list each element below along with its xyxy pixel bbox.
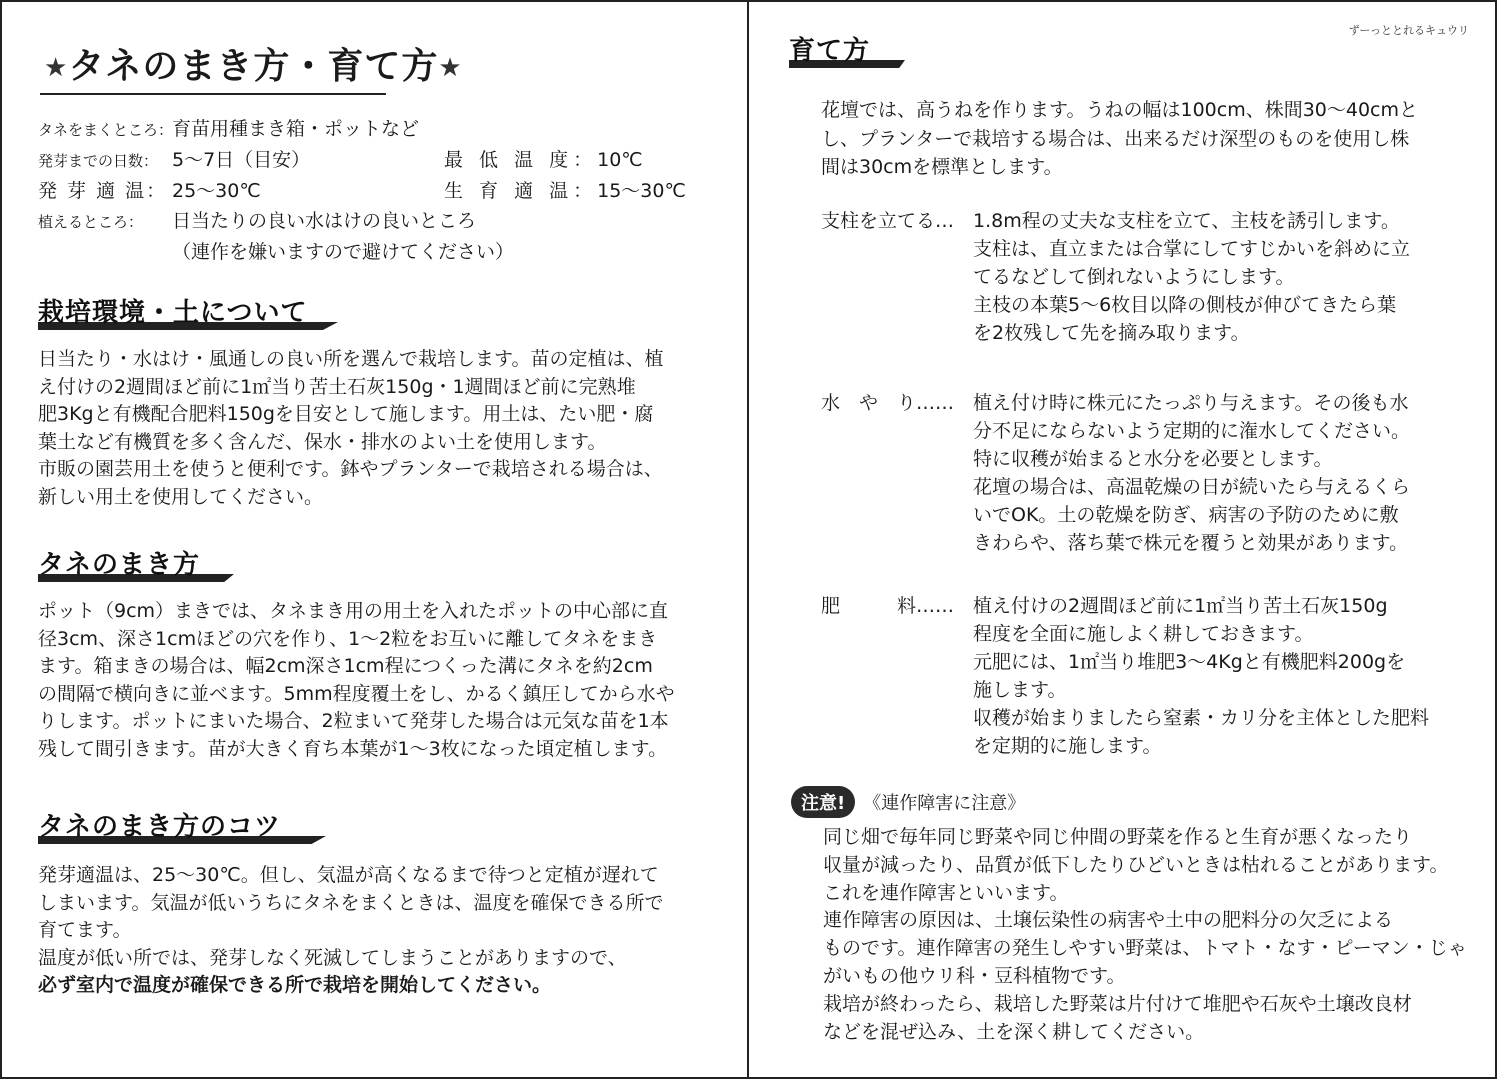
info-label-min-temp: 最 低 温 度： <box>444 149 598 171</box>
info-value-growth-temp: 15〜30℃ <box>597 180 686 202</box>
info-value: 5〜7日（目安） <box>172 149 311 171</box>
growing-intro: 花壇では、高うねを作ります。うねの幅は100cm、株間30〜40cmと し、プランターで栽培する場合は、出来るだけ深型のものを使用し株 間は30cmを標準とします。 <box>821 99 1419 178</box>
section-body-sowing: ポット（9cm）まきでは、タネまき用の用土を入れたポットの中心部に直 径3cm、深さ1cmほどの穴を作り、1〜2粒をお互いに離してタネをまき ます。箱まきの場合は、幅2cm深さ1cm程につくった溝にタネを約2cm の間隔で横向きに並べます。5mm程度覆土をし、かるく鎮圧してから水や りします。ポットにまいた場合、2粒まいて発芽した場合は元気な苗を1本 残して間引きます。苗が大きく育ち本葉が1〜3枚になった頃定植します。 <box>38 600 675 760</box>
section-heading-sowing: タネのまき方 <box>38 544 200 584</box>
left-page <box>0 0 747 1079</box>
star-icon: ★ <box>438 53 463 83</box>
info-row-planting-place <box>38 206 514 267</box>
info-label: 発 芽 適 温： <box>38 180 168 202</box>
info-row-sowing-place <box>38 114 419 145</box>
item-desc: 1.8m程の丈夫な支柱を立て、主枝を誘引します。 支柱は、直立または合掌にしてすじかいを斜めに立 てるなどして倒れないようにします。 主枝の本葉5〜6枚目以降の側枝が伸びてきたら葉 を2枚残して先を摘み取ります。 <box>973 210 1411 344</box>
item-term: 水 や り…… <box>821 392 955 414</box>
section-body-tips: 発芽適温は、25〜30℃。但し、気温が高くなるまで待つと定植が遅れて しまいます。気温が低いうちにタネをまくときは、温度を確保できる所で 育てます。 温度が低い所では、発芽しなく死滅してしまうことがありますので、 必ず室内で温度が確保できる所で栽培を開始してください。 <box>38 862 663 1000</box>
item-desc: 植え付けの2週間ほど前に1㎡当り苦土石灰150g 程度を全面に施しよく耕しておきます。 元肥には、1㎡当り堆肥3〜4Kgと有機肥料200gを 施します。 収穫が始まりましたら窒素・カリ分を主体とした肥料 を定期的に施します。 <box>973 595 1430 757</box>
info-value: 25〜30℃ <box>172 180 261 202</box>
item-desc: 植え付け時に株元にたっぷり与えます。その後も水 分不足にならないよう定期的に潅水してください。 特に収穫が始まると水分を必要とします。 花壇の場合は、高温乾燥の日が続いたら与えるくら いでOK。土の乾燥を防ぎ、病害の予防のために敷 きわらや、落ち葉で株元を覆うと効果があります。 <box>973 392 1411 554</box>
info-row-germination-temp <box>38 176 738 206</box>
right-page <box>749 0 1497 1079</box>
item-term: 支柱を立てる… <box>821 210 955 232</box>
main-title <box>44 38 463 98</box>
info-value: 育苗用種まき箱・ポットなど <box>172 118 420 140</box>
section-heading-soil: 栽培環境・土について <box>38 292 307 332</box>
product-name: ずーっととれるキュウリ <box>1348 24 1469 37</box>
item-term: 肥 料…… <box>821 595 955 617</box>
info-label: タネをまくところ： <box>38 121 174 139</box>
info-label: 植えるところ： <box>38 213 144 231</box>
main-title-text: タネのまき方・育て方 <box>68 46 439 87</box>
info-value-min-temp: 10℃ <box>597 149 643 171</box>
caution-badge: 注意! <box>791 786 855 818</box>
caution-header <box>791 786 1025 818</box>
info-label: 発芽までの日数： <box>38 152 159 170</box>
title-underline <box>40 93 386 95</box>
caution-body: 同じ畑で毎年同じ野菜や同じ仲間の野菜を作ると生育が悪くなったり 収量が減ったり、品質が低下したりひどいときは枯れることがあります。 これを連作障害といいます。 連作障害の原因は、土壌伝染性の病害や土中の肥料分の欠乏による ものです。連作障害の発生しやすい野菜は、トマト・なす・ピーマン・じゃ がいもの他ウリ科・豆科植物です。 栽培が終わったら、栽培した野菜は片付けて堆肥や石灰や土壌改良材 などを混ぜ込み、土を深く耕してください。 <box>823 826 1467 1043</box>
caution-title: 《連作障害に注意》 <box>863 793 1026 814</box>
section-heading-tips: タネのまき方のコツ <box>38 806 281 846</box>
info-label-growth-temp: 生 育 適 温： <box>444 180 598 202</box>
section-body-soil: 日当たり・水はけ・風通しの良い所を選んで栽培します。苗の定植は、植 え付けの2週間ほど前に1㎡当り苦土石灰150g・1週間ほど前に完熟堆 肥3Kgと有機配合肥料150gを目安として施します。用土は、たい肥・腐 葉土など有機質を多く含んだ、保水・排水のよい土を使用します。 市販の園芸用土を使うと便利です。鉢やプランターで栽培される場合は、 新しい用土を使用してください。 <box>38 348 664 508</box>
info-value: 日当たりの良い水はけの良いところ <box>172 210 477 232</box>
section-heading-growing: 育て方 <box>789 30 870 70</box>
info-value-cont: （連作を嫌いますので避けてください） <box>172 241 515 263</box>
info-row-germination-days <box>38 145 738 176</box>
important-note: 必ず室内で温度が確保できる所で栽培を開始してください。 <box>38 974 552 997</box>
star-icon: ★ <box>44 53 69 83</box>
